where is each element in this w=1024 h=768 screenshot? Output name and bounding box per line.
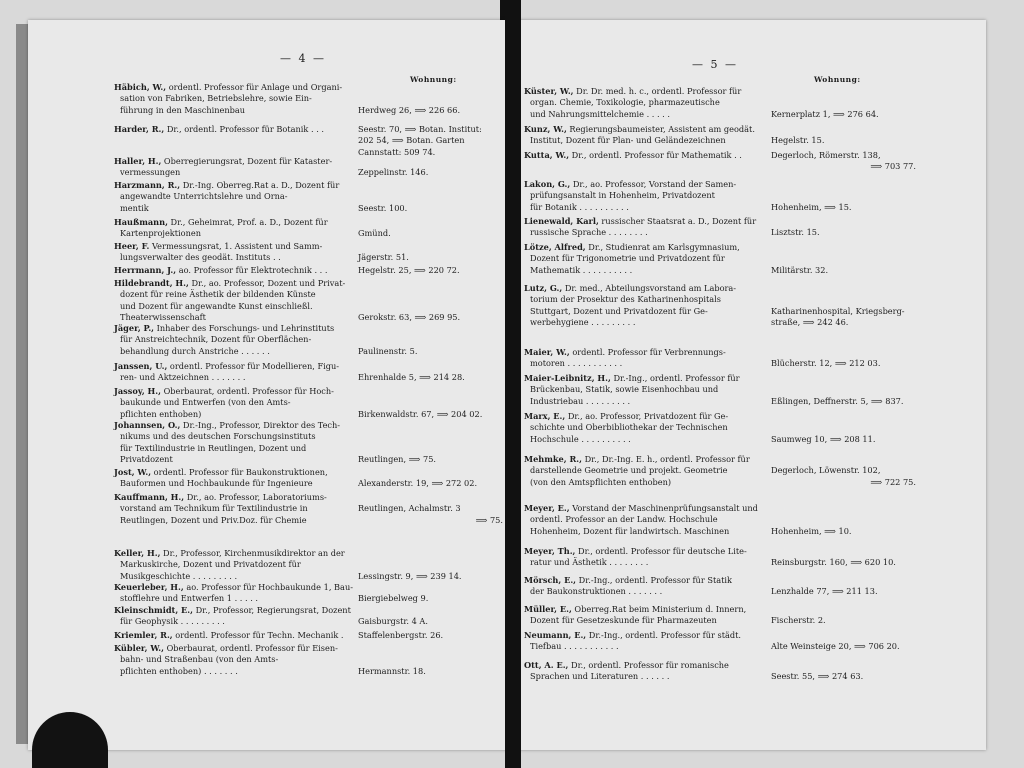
- entry-text-line: Regierungsbaumeister, Assistent am geodät.: [566, 124, 755, 134]
- person-name: Lienewald, Karl,: [524, 216, 599, 226]
- person-name: Lutz, G.,: [524, 283, 563, 293]
- address-line: Ehrenhalde 5, ⟹ 214 28.: [358, 372, 465, 383]
- address-line: ⟹ 75.: [475, 514, 503, 525]
- person-name: Kutta, W.,: [524, 150, 570, 160]
- person-name: Jäger, P.,: [114, 323, 155, 333]
- entry-text-line: Theaterwissenschaft: [120, 311, 206, 322]
- person-name: Häbich, W.,: [114, 82, 167, 92]
- entry-text-line: für Geophysik . . . . . . . . .: [120, 616, 225, 627]
- person-name: Keuerleber, H.,: [114, 582, 184, 592]
- person-name: Mehmke, R.,: [524, 454, 582, 464]
- address: [358, 630, 503, 641]
- address-line: Alte Weinsteige 20, ⟹ 706 20.: [771, 641, 900, 652]
- directory-entry: [524, 124, 770, 147]
- address: [358, 503, 503, 526]
- address-line: Lisztstr. 15.: [771, 227, 820, 238]
- person-name: Herrmann, J.,: [114, 265, 177, 275]
- entry-text-line: Dr., ao. Professor, Dozent und Privat-: [188, 278, 346, 288]
- address-line: Lessingstr. 9, ⟹ 239 14.: [358, 570, 462, 581]
- entry-text-line: Dr., ordentl. Professor für Botanik . . .: [164, 124, 325, 134]
- person-name: Hildebrandt, H.,: [114, 278, 189, 288]
- person-name: Jassoy, H.,: [114, 386, 161, 396]
- entry-text-line: ordentl. Professor für Modellieren, Figu-: [167, 361, 340, 371]
- entry-text-line: russische Sprache . . . . . . . .: [530, 227, 648, 238]
- entry-text-line: Tiefbau . . . . . . . . . . .: [530, 641, 619, 652]
- entry-text-line: ordentl. Professor für Techn. Mechanik .: [172, 630, 344, 640]
- entry-text-line: Dr., Dr.-Ing. E. h., ordentl. Professor für: [581, 454, 750, 464]
- directory-entry: [524, 347, 770, 370]
- entry-text-line: Dozent für Trigonometrie und Privatdozent für: [530, 253, 725, 264]
- left-page: [28, 20, 514, 750]
- directory-entry: [114, 605, 354, 628]
- directory-entry: [114, 582, 354, 605]
- entry-text-line: Inhaber des Forschungs- und Lehrinstituts: [154, 323, 335, 333]
- directory-entry: [524, 216, 770, 239]
- address: [358, 346, 503, 357]
- directory-entry: [524, 454, 770, 488]
- page-number: — 4 —: [280, 52, 326, 65]
- entry-text-line: Industriebau . . . . . . . . .: [530, 395, 631, 406]
- entry-text-line: Dr. med., Abteilungsvorstand am Labora-: [562, 283, 737, 293]
- address-line: Kernerplatz 1, ⟹ 276 64.: [771, 108, 879, 119]
- person-name: Kleinschmidt, E.,: [114, 605, 193, 615]
- page-number: — 5 —: [692, 58, 738, 71]
- directory-entry: [524, 660, 770, 683]
- entry-text-line: russischer Staatsrat a. D., Dozent für: [598, 216, 757, 226]
- entry-text-line: Oberbaurat, ordentl. Professor für Hoch-: [160, 386, 334, 396]
- entry-text-line: Brückenbau, Statik, sowie Eisenhochbau und: [530, 384, 719, 395]
- directory-entry: [114, 643, 354, 677]
- address: [771, 671, 916, 682]
- address: [358, 167, 503, 178]
- directory-entry: [114, 492, 354, 526]
- directory-entry: [524, 575, 770, 598]
- entry-text-line: motoren . . . . . . . . . . .: [530, 358, 623, 369]
- entry-text-line: ren- und Aktzeichnen . . . . . . .: [120, 372, 246, 383]
- person-name: Müller, E.,: [524, 604, 572, 614]
- entry-text-line: Dr.-Ing. Oberreg.Rat a. D., Dozent für: [180, 180, 340, 190]
- entry-text-line: Hochschule . . . . . . . . . .: [530, 433, 631, 444]
- directory-entry: [114, 420, 354, 465]
- directory-entry: [524, 86, 770, 120]
- address: [358, 105, 503, 116]
- entry-text-line: organ. Chemie, Toxikologie, pharmazeutische: [530, 97, 720, 108]
- address-line: Degerloch, Löwenstr. 102,: [771, 465, 881, 476]
- person-name: Harzmann, R.,: [114, 180, 181, 190]
- address-line: Hohenheim, ⟹ 15.: [771, 201, 852, 212]
- address-line: Reutlingen, ⟹ 75.: [358, 453, 437, 464]
- entry-text-line: dozent für reine Ästhetik der bildenden Künste: [120, 289, 316, 300]
- entry-text-line: torium der Prosektur des Katharinenhospitals: [530, 294, 721, 305]
- person-name: Janssen, U.,: [114, 361, 168, 371]
- entry-text-line: Dozent für Gesetzeskunde für Pharmazeuten: [530, 615, 717, 626]
- address: [358, 203, 503, 214]
- entry-text-line: für Botanik . . . . . . . . . .: [530, 201, 629, 212]
- address: [358, 571, 503, 582]
- address: [358, 265, 503, 276]
- wohnung-header: Wohnung:: [814, 75, 861, 84]
- address: [771, 586, 916, 597]
- directory-entry: [524, 411, 770, 445]
- address-line: Fischerstr. 2.: [771, 615, 826, 626]
- entry-text-line: Hohenheim, Dozent für landwirtsch. Maschinen: [530, 525, 730, 536]
- address-line: Seestr. 70, ⟹ Botan. Institut:: [358, 124, 482, 134]
- person-name: Harder, R.,: [114, 124, 165, 134]
- entry-text-line: Musikgeschichte . . . . . . . . .: [120, 570, 238, 581]
- entry-text-line: behandlung durch Anstriche . . . . . .: [120, 345, 270, 356]
- address: [771, 306, 916, 329]
- entry-text-line: Dr., ao. Professor, Privatdozent für Ge-: [565, 411, 729, 421]
- entry-text-line: Mathematik . . . . . . . . . .: [530, 264, 633, 275]
- person-name: Meyer, E.,: [524, 503, 570, 513]
- person-name: Jost, W.,: [114, 467, 152, 477]
- entry-text-line: Oberreg.Rat beim Ministerium d. Innern,: [571, 604, 747, 614]
- address-line: Gmünd.: [358, 228, 391, 239]
- address-line: Lenzhalde 77, ⟹ 211 13.: [771, 586, 878, 597]
- address: [771, 150, 916, 173]
- right-page: [518, 20, 986, 750]
- address-line: Seestr. 100.: [358, 202, 408, 213]
- person-name: Johannsen, O.,: [114, 420, 181, 430]
- entry-text-line: ratur und Ästhetik . . . . . . . .: [530, 557, 649, 568]
- entry-text-line: Vorstand der Maschinenprüfungsanstalt und: [569, 503, 758, 513]
- directory-entry: [114, 278, 354, 323]
- entry-text-line: Dr.-Ing., Professor, Direktor des Tech-: [180, 420, 341, 430]
- entry-text-line: Dr.-Ing., ordentl. Professor für städt.: [586, 630, 741, 640]
- person-name: Heer, F.: [114, 241, 150, 251]
- address: [358, 372, 503, 383]
- entry-text-line: Dr.-Ing., ordentl. Professor für: [610, 373, 740, 383]
- person-name: Meyer, Th.,: [524, 546, 576, 556]
- directory-entry: [524, 179, 770, 213]
- entry-text-line: pflichten enthoben): [120, 408, 202, 419]
- address-line: Alexanderstr. 19, ⟹ 272 02.: [358, 478, 478, 489]
- address-line: Degerloch, Römerstr. 138,: [771, 150, 881, 160]
- address-line: Birkenwaldstr. 67, ⟹ 204 02.: [358, 408, 483, 419]
- address: [771, 615, 916, 626]
- address-line: Blücherstr. 12, ⟹ 212 03.: [771, 358, 881, 369]
- person-name: Marx, E.,: [524, 411, 566, 421]
- directory-entry: [114, 548, 354, 582]
- address-line: Jägerstr. 51.: [358, 252, 409, 263]
- entry-text-line: schichte und Oberbibliothekar der Technischen: [530, 422, 728, 433]
- entry-text-line: Dr., Professor, Kirchenmusikdirektor an der: [160, 548, 345, 558]
- entry-text-line: Dr., ao. Professor, Vorstand der Samen-: [570, 179, 737, 189]
- address-line: Staffelenbergstr. 26.: [358, 630, 444, 640]
- entry-text-line: Dr., ordentl. Professor für deutsche Lite-: [575, 546, 747, 556]
- entry-text-line: Kartenprojektionen: [120, 228, 201, 239]
- address-line: Hegelstr. 15.: [771, 135, 825, 146]
- address-line: Herdweg 26, ⟹ 226 66.: [358, 104, 461, 115]
- address-line: Hegelstr. 25, ⟹ 220 72.: [358, 265, 460, 275]
- entry-text-line: sation von Fabriken, Betriebslehre, sowie Ein-: [120, 93, 312, 104]
- address: [358, 454, 503, 465]
- address: [771, 465, 916, 488]
- address: [771, 202, 916, 213]
- person-name: Maier-Leibnitz, H.,: [524, 373, 611, 383]
- directory-entry: [114, 124, 354, 135]
- person-name: Haußmann,: [114, 217, 168, 227]
- address: [358, 124, 503, 158]
- directory-entry: [114, 630, 354, 641]
- directory-entry: [114, 82, 354, 116]
- directory-entry: [524, 150, 770, 161]
- address: [358, 616, 503, 627]
- address: [358, 409, 503, 420]
- entry-text-line: für Anstreichtechnik, Dozent für Oberflächen-: [120, 334, 312, 345]
- entry-text-line: ao. Professor für Elektrotechnik . . .: [176, 265, 328, 275]
- entry-text-line: baukunde und Entwerfen (von den Amts-: [120, 397, 291, 408]
- address-line: straße, ⟹ 242 46.: [771, 316, 849, 327]
- person-name: Haller, H.,: [114, 156, 162, 166]
- entry-text-line: pflichten enthoben) . . . . . . .: [120, 665, 238, 676]
- entry-text-line: Dr., ordentl. Professor für Mathematik . .: [569, 150, 742, 160]
- address-line: Militärstr. 32.: [771, 264, 829, 275]
- address: [358, 478, 503, 489]
- person-name: Lakon, G.,: [524, 179, 571, 189]
- address-line: Zeppelinstr. 146.: [358, 167, 429, 178]
- person-name: Kunz, W.,: [524, 124, 567, 134]
- address-line: Biergiebelweg 9.: [358, 593, 429, 604]
- address-line: Eßlingen, Deffnerstr. 5, ⟹ 837.: [771, 395, 904, 406]
- address: [358, 312, 503, 323]
- entry-text-line: ordentl. Professor an der Landw. Hochschule: [530, 514, 718, 525]
- directory-entry: [114, 217, 354, 240]
- directory-entry: [114, 386, 354, 420]
- entry-text-line: darstellende Geometrie und projekt. Geometrie: [530, 465, 728, 476]
- address-line: Hermannstr. 18.: [358, 665, 426, 676]
- directory-entry: [524, 283, 770, 328]
- entry-text-line: mentik: [120, 202, 149, 213]
- address-line: Cannstatt: 509 74.: [358, 146, 436, 157]
- directory-entry: [524, 373, 770, 407]
- address-line: ⟹ 722 75.: [870, 476, 916, 487]
- entry-text-line: Dr., ordentl. Professor für romanische: [568, 660, 729, 670]
- entry-text-line: führung in den Maschinenbau: [120, 104, 246, 115]
- address-line: Paulinenstr. 5.: [358, 345, 418, 356]
- entry-text-line: Bauformen und Hochbaukunde für Ingenieure: [120, 478, 313, 489]
- entry-text-line: und Dozent für angewandte Kunst einschließl.: [120, 300, 313, 311]
- address: [771, 358, 916, 369]
- directory-entry: [524, 630, 770, 653]
- directory-entry: [114, 180, 354, 214]
- directory-entry: [114, 467, 354, 490]
- person-name: Kübler, W.,: [114, 643, 164, 653]
- entry-text-line: ordentl. Professor für Verbrennungs-: [569, 347, 726, 357]
- address-line: ⟹ 703 77.: [870, 161, 916, 172]
- entry-text-line: der Baukonstruktionen . . . . . . .: [530, 586, 663, 597]
- person-name: Neumann, E.,: [524, 630, 587, 640]
- directory-entry: [114, 156, 354, 179]
- entry-text-line: Reutlingen, Dozent und Priv.Doz. für Chemie: [120, 514, 307, 525]
- entry-text-line: und Nahrungsmittelchemie . . . . .: [530, 108, 670, 119]
- entry-text-line: Dr.-Ing., ordentl. Professor für Statik: [576, 575, 733, 585]
- address: [771, 265, 916, 276]
- address: [358, 228, 503, 239]
- address-line: Hohenheim, ⟹ 10.: [771, 525, 852, 536]
- entry-text-line: Dr., ao. Professor, Laboratoriums-: [184, 492, 327, 502]
- person-name: Küster, W.,: [524, 86, 574, 96]
- entry-text-line: ordentl. Professor für Anlage und Organi-: [166, 82, 343, 92]
- entry-text-line: Oberregierungsrat, Dozent für Kataster-: [161, 156, 333, 166]
- wohnung-header: Wohnung:: [410, 75, 457, 84]
- person-name: Maier, W.,: [524, 347, 570, 357]
- address: [771, 641, 916, 652]
- directory-entry: [524, 604, 770, 627]
- directory-entry: [114, 323, 354, 357]
- person-name: Keller, H.,: [114, 548, 161, 558]
- address: [358, 252, 503, 263]
- address: [358, 666, 503, 677]
- address-line: Gaisburgstr. 4 A.: [358, 616, 428, 627]
- entry-text-line: ordentl. Professor für Baukonstruktionen,: [151, 467, 328, 477]
- address: [771, 227, 916, 238]
- person-name: Ott, A. E.,: [524, 660, 569, 670]
- book-gutter: [505, 0, 521, 768]
- address-line: Seestr. 55, ⟹ 274 63.: [771, 671, 864, 682]
- entry-text-line: Dr., Studienrat am Karlsgymnasium,: [585, 242, 740, 252]
- directory-entry: [524, 503, 770, 537]
- entry-text-line: Institut, Dozent für Plan- und Geländezeichnen: [530, 135, 726, 146]
- directory-entry: [114, 265, 354, 276]
- entry-text-line: (von den Amtspflichten enthoben): [530, 476, 672, 487]
- entry-text-line: bahn- und Straßenbau (von den Amts-: [120, 654, 279, 665]
- address-line: Katharinenhospital, Kriegsberg-: [771, 305, 905, 316]
- address: [771, 557, 916, 568]
- address-line: Saumweg 10, ⟹ 208 11.: [771, 433, 876, 444]
- entry-text-line: werbehygiene . . . . . . . . .: [530, 316, 636, 327]
- entry-text-line: Privatdozent: [120, 453, 173, 464]
- person-name: Lötze, Alfred,: [524, 242, 586, 252]
- address: [771, 434, 916, 445]
- entry-text-line: vermessungen: [120, 167, 181, 178]
- entry-text-line: stofflehre und Entwerfen 1 . . . . .: [120, 593, 259, 604]
- entry-text-line: Dr., Professor, Regierungsrat, Dozent: [192, 605, 351, 615]
- address-line: Reinsburgstr. 160, ⟹ 620 10.: [771, 557, 896, 568]
- address: [358, 593, 503, 604]
- entry-text-line: Sprachen und Literaturen . . . . . .: [530, 671, 670, 682]
- entry-text-line: Dr. Dr. med. h. c., ordentl. Professor für: [573, 86, 742, 96]
- address: [771, 396, 916, 407]
- entry-text-line: für Textilindustrie in Reutlingen, Dozent und: [120, 442, 307, 453]
- entry-text-line: vorstand am Technikum für Textilindustrie in: [120, 503, 308, 514]
- person-name: Kriemler, R.,: [114, 630, 173, 640]
- address-line: Reutlingen, Achalmstr. 3: [358, 503, 461, 514]
- directory-entry: [114, 241, 354, 264]
- entry-text-line: lungsverwalter des geodät. Instituts . .: [120, 252, 281, 263]
- entry-text-line: prüfungsanstalt in Hohenheim, Privatdozent: [530, 190, 715, 201]
- entry-text-line: Vermessungsrat, 1. Assistent und Samm-: [149, 241, 323, 251]
- address: [771, 526, 916, 537]
- entry-text-line: Markuskirche, Dozent und Privatdozent für: [120, 559, 301, 570]
- person-name: Kauffmann, H.,: [114, 492, 185, 502]
- entry-text-line: Stuttgart, Dozent und Privatdozent für Ge-: [530, 305, 708, 316]
- address-line: 202 54, ⟹ Botan. Garten: [358, 135, 465, 146]
- address: [771, 109, 916, 120]
- address: [771, 135, 916, 146]
- entry-text-line: ao. Professor für Hochbaukunde 1, Bau-: [183, 582, 353, 592]
- entry-text-line: angewandte Unterrichtslehre und Orna-: [120, 191, 288, 202]
- person-name: Mörsch, E.,: [524, 575, 577, 585]
- directory-entry: [114, 361, 354, 384]
- entry-text-line: Dr., Geheimrat, Prof. a. D., Dozent für: [167, 217, 328, 227]
- directory-entry: [524, 546, 770, 569]
- address-line: Gerokstr. 63, ⟹ 269 95.: [358, 311, 461, 322]
- entry-text-line: Oberbaurat, ordentl. Professor für Eisen-: [163, 643, 338, 653]
- entry-text-line: nikums und des deutschen Forschungsinstituts: [120, 431, 316, 442]
- directory-entry: [524, 242, 770, 276]
